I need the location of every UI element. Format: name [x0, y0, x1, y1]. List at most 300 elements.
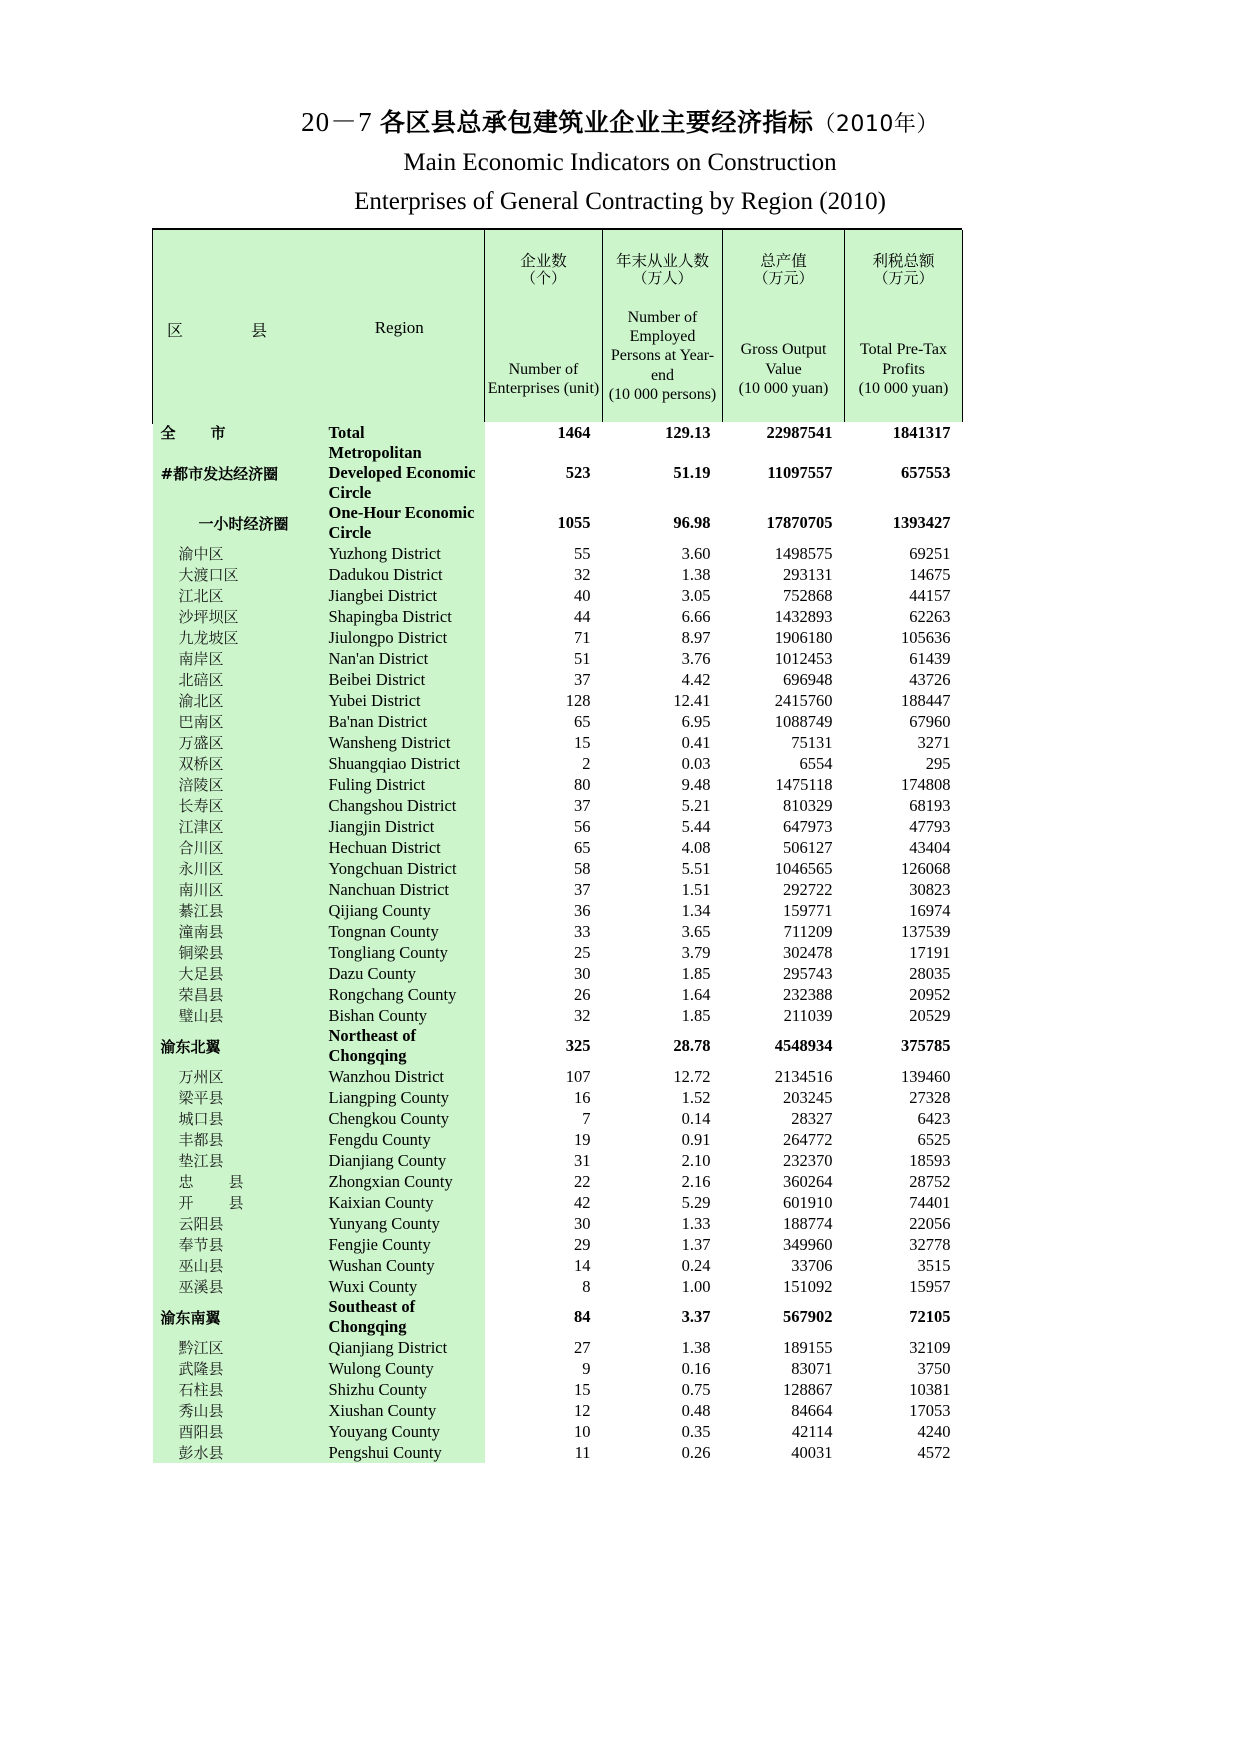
row-value-profits: 74401 — [845, 1192, 963, 1213]
header-profits-cn: 利税总额 （万元） — [872, 252, 935, 288]
row-label-en: Tongnan County — [315, 921, 485, 942]
row-label-cn: 彭水县 — [153, 1442, 315, 1463]
row-value-enterprises: 12 — [485, 1400, 603, 1421]
table-row — [153, 858, 963, 879]
table-row — [153, 1171, 963, 1192]
row-value-output: 264772 — [723, 1129, 845, 1150]
row-label-cn: 合川区 — [153, 837, 315, 858]
row-value-profits: 32109 — [845, 1337, 963, 1358]
table-row — [153, 1150, 963, 1171]
row-value-employed: 0.03 — [603, 753, 723, 774]
header-enterprises — [485, 230, 603, 422]
row-value-output: 1088749 — [723, 711, 845, 732]
row-value-profits: 6525 — [845, 1129, 963, 1150]
row-label-cn: 渝东北翼 — [153, 1026, 315, 1066]
row-label-en: Nan'an District — [315, 648, 485, 669]
row-label-en: Beibei District — [315, 669, 485, 690]
table-row — [153, 1379, 963, 1400]
table-row — [153, 942, 963, 963]
row-label-cn: 九龙坡区 — [153, 627, 315, 648]
row-value-output: 28327 — [723, 1108, 845, 1129]
row-label-en: Fuling District — [315, 774, 485, 795]
row-value-profits: 17053 — [845, 1400, 963, 1421]
row-label-cn: 一小时经济圈 — [153, 503, 315, 543]
row-value-employed: 1.33 — [603, 1213, 723, 1234]
row-value-output: 1906180 — [723, 627, 845, 648]
row-label-en: Qijiang County — [315, 900, 485, 921]
title-chinese — [0, 104, 1240, 140]
table-row — [153, 443, 963, 503]
row-value-enterprises: 523 — [485, 443, 603, 503]
row-value-output: 2415760 — [723, 690, 845, 711]
row-value-employed: 2.10 — [603, 1150, 723, 1171]
row-value-enterprises: 44 — [485, 606, 603, 627]
row-value-employed: 1.38 — [603, 564, 723, 585]
row-value-enterprises: 65 — [485, 711, 603, 732]
row-value-output: 151092 — [723, 1276, 845, 1297]
row-value-employed: 0.91 — [603, 1129, 723, 1150]
row-label-cn: 垫江县 — [153, 1150, 315, 1171]
table-row — [153, 1255, 963, 1276]
row-label-cn: 丰都县 — [153, 1129, 315, 1150]
row-value-output: 84664 — [723, 1400, 845, 1421]
row-value-profits: 68193 — [845, 795, 963, 816]
row-label-en: Jiangbei District — [315, 585, 485, 606]
row-value-enterprises: 30 — [485, 963, 603, 984]
row-value-employed: 96.98 — [603, 503, 723, 543]
row-value-enterprises: 25 — [485, 942, 603, 963]
row-value-output: 1012453 — [723, 648, 845, 669]
row-label-en: Yuzhong District — [315, 543, 485, 564]
row-value-profits: 27328 — [845, 1087, 963, 1108]
header-enterprises-en: Number of Enterprises (unit) — [487, 360, 600, 397]
table-header — [153, 230, 963, 422]
row-value-employed: 3.65 — [603, 921, 723, 942]
table-row — [153, 984, 963, 1005]
row-value-employed: 3.05 — [603, 585, 723, 606]
row-value-employed: 0.16 — [603, 1358, 723, 1379]
row-value-enterprises: 7 — [485, 1108, 603, 1129]
row-label-en: Qianjiang District — [315, 1337, 485, 1358]
row-label-en: Hechuan District — [315, 837, 485, 858]
row-value-output: 810329 — [723, 795, 845, 816]
row-label-en: Youyang County — [315, 1421, 485, 1442]
row-value-output: 302478 — [723, 942, 845, 963]
row-value-output: 360264 — [723, 1171, 845, 1192]
table-row — [153, 648, 963, 669]
row-label-en: Changshou District — [315, 795, 485, 816]
row-value-output: 567902 — [723, 1297, 845, 1337]
row-label-cn: 云阳县 — [153, 1213, 315, 1234]
row-label-en: Wuxi County — [315, 1276, 485, 1297]
table-body — [153, 422, 963, 1463]
row-value-enterprises: 27 — [485, 1337, 603, 1358]
row-label-cn: 渝中区 — [153, 543, 315, 564]
row-value-employed: 3.76 — [603, 648, 723, 669]
row-value-employed: 1.85 — [603, 1005, 723, 1026]
row-value-enterprises: 55 — [485, 543, 603, 564]
row-label-cn: 全 市 — [153, 422, 315, 443]
row-label-en: Chengkou County — [315, 1108, 485, 1129]
row-value-enterprises: 1055 — [485, 503, 603, 543]
row-label-cn: 巫溪县 — [153, 1276, 315, 1297]
row-value-employed: 1.37 — [603, 1234, 723, 1255]
row-label-cn: 奉节县 — [153, 1234, 315, 1255]
row-label-cn: 涪陵区 — [153, 774, 315, 795]
row-value-output: 211039 — [723, 1005, 845, 1026]
row-value-profits: 137539 — [845, 921, 963, 942]
row-value-output: 711209 — [723, 921, 845, 942]
row-value-enterprises: 26 — [485, 984, 603, 1005]
table-row — [153, 1297, 963, 1337]
table-row — [153, 669, 963, 690]
row-label-en: Yongchuan District — [315, 858, 485, 879]
row-value-enterprises: 16 — [485, 1087, 603, 1108]
row-value-enterprises: 107 — [485, 1066, 603, 1087]
row-value-employed: 3.79 — [603, 942, 723, 963]
row-value-enterprises: 51 — [485, 648, 603, 669]
row-value-employed: 3.60 — [603, 543, 723, 564]
row-value-output: 752868 — [723, 585, 845, 606]
row-value-employed: 0.35 — [603, 1421, 723, 1442]
table-row — [153, 732, 963, 753]
row-label-cn: 梁平县 — [153, 1087, 315, 1108]
row-value-employed: 0.26 — [603, 1442, 723, 1463]
row-label-cn: 城口县 — [153, 1108, 315, 1129]
row-label-en: One-Hour Economic Circle — [315, 503, 485, 543]
row-value-output: 506127 — [723, 837, 845, 858]
row-value-output: 6554 — [723, 753, 845, 774]
row-value-enterprises: 36 — [485, 900, 603, 921]
table-row — [153, 690, 963, 711]
header-region-cn — [153, 230, 315, 422]
title-block — [0, 104, 1240, 218]
row-value-output: 647973 — [723, 816, 845, 837]
row-value-profits: 20952 — [845, 984, 963, 1005]
row-label-cn: 忠 县 — [153, 1171, 315, 1192]
row-value-profits: 62263 — [845, 606, 963, 627]
table-number: 20－7 — [301, 107, 373, 137]
row-value-enterprises: 42 — [485, 1192, 603, 1213]
row-label-cn: 南川区 — [153, 879, 315, 900]
header-employed-cn: 年末从业人数 （万人） — [615, 252, 709, 288]
row-label-en: Xiushan County — [315, 1400, 485, 1421]
row-label-cn: 江北区 — [153, 585, 315, 606]
table-row — [153, 1129, 963, 1150]
row-label-en: Yunyang County — [315, 1213, 485, 1234]
row-value-employed: 1.38 — [603, 1337, 723, 1358]
row-value-output: 11097557 — [723, 443, 845, 503]
table-row — [153, 753, 963, 774]
row-label-cn: #都市发达经济圈 — [153, 443, 315, 503]
row-value-output: 696948 — [723, 669, 845, 690]
row-label-cn: 长寿区 — [153, 795, 315, 816]
row-value-enterprises: 56 — [485, 816, 603, 837]
row-label-en: Yubei District — [315, 690, 485, 711]
title-english-line2: Enterprises of General Contracting by Region (2010) — [354, 188, 886, 216]
table-row — [153, 921, 963, 942]
row-label-en: Ba'nan District — [315, 711, 485, 732]
row-value-employed: 4.42 — [603, 669, 723, 690]
table-row — [153, 1026, 963, 1066]
row-value-employed: 2.16 — [603, 1171, 723, 1192]
row-label-cn: 巫山县 — [153, 1255, 315, 1276]
row-label-en: Metropolitan Developed Economic Circle — [315, 443, 485, 503]
row-value-profits: 22056 — [845, 1213, 963, 1234]
header-employed — [603, 230, 723, 422]
row-value-profits: 30823 — [845, 879, 963, 900]
row-value-enterprises: 11 — [485, 1442, 603, 1463]
row-label-cn: 沙坪坝区 — [153, 606, 315, 627]
row-label-cn: 荣昌县 — [153, 984, 315, 1005]
row-label-cn: 江津区 — [153, 816, 315, 837]
row-value-enterprises: 33 — [485, 921, 603, 942]
row-value-enterprises: 10 — [485, 1421, 603, 1442]
row-value-profits: 28035 — [845, 963, 963, 984]
table-row — [153, 774, 963, 795]
row-value-employed: 8.97 — [603, 627, 723, 648]
row-value-enterprises: 8 — [485, 1276, 603, 1297]
row-value-employed: 5.29 — [603, 1192, 723, 1213]
row-value-profits: 1841317 — [845, 422, 963, 443]
row-value-profits: 3271 — [845, 732, 963, 753]
table-row — [153, 1108, 963, 1129]
row-label-en: Southeast of Chongqing — [315, 1297, 485, 1337]
row-value-output: 4548934 — [723, 1026, 845, 1066]
row-value-output: 292722 — [723, 879, 845, 900]
row-value-enterprises: 1464 — [485, 422, 603, 443]
row-label-en: Jiangjin District — [315, 816, 485, 837]
row-value-output: 203245 — [723, 1087, 845, 1108]
row-value-employed: 12.72 — [603, 1066, 723, 1087]
row-value-enterprises: 37 — [485, 879, 603, 900]
row-label-cn: 开 县 — [153, 1192, 315, 1213]
row-label-en: Nanchuan District — [315, 879, 485, 900]
row-label-cn: 双桥区 — [153, 753, 315, 774]
row-label-cn: 酉阳县 — [153, 1421, 315, 1442]
row-value-employed: 6.95 — [603, 711, 723, 732]
table-row — [153, 422, 963, 443]
header-profits-en: Total Pre-Tax Profits (10 000 yuan) — [858, 341, 949, 397]
row-value-profits: 28752 — [845, 1171, 963, 1192]
table-row — [153, 1213, 963, 1234]
table-row — [153, 816, 963, 837]
row-value-profits: 17191 — [845, 942, 963, 963]
row-value-enterprises: 15 — [485, 732, 603, 753]
row-value-output: 189155 — [723, 1337, 845, 1358]
row-value-output: 2134516 — [723, 1066, 845, 1087]
row-label-cn: 北碚区 — [153, 669, 315, 690]
row-value-employed: 12.41 — [603, 690, 723, 711]
row-value-output: 33706 — [723, 1255, 845, 1276]
row-label-cn: 大渡口区 — [153, 564, 315, 585]
row-value-profits: 44157 — [845, 585, 963, 606]
header-output — [723, 230, 845, 422]
row-value-output: 232388 — [723, 984, 845, 1005]
row-label-en: Northeast of Chongqing — [315, 1026, 485, 1066]
row-value-output: 159771 — [723, 900, 845, 921]
row-value-profits: 188447 — [845, 690, 963, 711]
row-value-profits: 43404 — [845, 837, 963, 858]
row-value-output: 40031 — [723, 1442, 845, 1463]
row-label-cn: 秀山县 — [153, 1400, 315, 1421]
row-value-employed: 0.24 — [603, 1255, 723, 1276]
row-value-output: 1046565 — [723, 858, 845, 879]
row-label-en: Rongchang County — [315, 984, 485, 1005]
title-chinese-year: （2010年） — [813, 112, 939, 137]
row-value-profits: 47793 — [845, 816, 963, 837]
row-label-en: Jiulongpo District — [315, 627, 485, 648]
row-label-en: Wulong County — [315, 1358, 485, 1379]
table-row — [153, 711, 963, 732]
row-value-enterprises: 9 — [485, 1358, 603, 1379]
row-value-enterprises: 31 — [485, 1150, 603, 1171]
row-value-profits: 16974 — [845, 900, 963, 921]
row-label-en: Zhongxian County — [315, 1171, 485, 1192]
row-label-en: Wanzhou District — [315, 1066, 485, 1087]
row-label-en: Fengjie County — [315, 1234, 485, 1255]
row-value-profits: 4572 — [845, 1442, 963, 1463]
row-label-en: Shuangqiao District — [315, 753, 485, 774]
row-value-employed: 0.75 — [603, 1379, 723, 1400]
table-row — [153, 1358, 963, 1379]
header-output-en: Gross Output Value (10 000 yuan) — [738, 341, 829, 397]
row-value-enterprises: 37 — [485, 669, 603, 690]
header-region-en-label: Region — [374, 318, 424, 337]
row-value-output: 295743 — [723, 963, 845, 984]
row-value-profits: 32778 — [845, 1234, 963, 1255]
row-value-output: 83071 — [723, 1358, 845, 1379]
row-value-enterprises: 128 — [485, 690, 603, 711]
row-value-enterprises: 30 — [485, 1213, 603, 1234]
row-value-employed: 5.51 — [603, 858, 723, 879]
row-label-en: Pengshui County — [315, 1442, 485, 1463]
row-value-enterprises: 32 — [485, 564, 603, 585]
table-row — [153, 1421, 963, 1442]
row-value-employed: 1.52 — [603, 1087, 723, 1108]
row-value-output: 75131 — [723, 732, 845, 753]
row-value-profits: 69251 — [845, 543, 963, 564]
row-value-enterprises: 84 — [485, 1297, 603, 1337]
row-label-en: Shapingba District — [315, 606, 485, 627]
row-label-en: Shizhu County — [315, 1379, 485, 1400]
header-profits — [845, 230, 963, 422]
row-label-en: Bishan County — [315, 1005, 485, 1026]
row-value-profits: 657553 — [845, 443, 963, 503]
row-value-enterprises: 80 — [485, 774, 603, 795]
row-label-en: Dazu County — [315, 963, 485, 984]
table-row — [153, 1005, 963, 1026]
row-label-cn: 黔江区 — [153, 1337, 315, 1358]
row-value-employed: 6.66 — [603, 606, 723, 627]
row-value-enterprises: 29 — [485, 1234, 603, 1255]
row-value-profits: 18593 — [845, 1150, 963, 1171]
row-label-en: Kaixian County — [315, 1192, 485, 1213]
row-value-output: 232370 — [723, 1150, 845, 1171]
row-label-cn: 石柱县 — [153, 1379, 315, 1400]
row-value-output: 601910 — [723, 1192, 845, 1213]
row-value-profits: 139460 — [845, 1066, 963, 1087]
row-value-employed: 0.41 — [603, 732, 723, 753]
table-row — [153, 627, 963, 648]
row-value-profits: 105636 — [845, 627, 963, 648]
table-row — [153, 1066, 963, 1087]
row-value-employed: 1.51 — [603, 879, 723, 900]
row-label-en: Wushan County — [315, 1255, 485, 1276]
row-value-employed: 5.21 — [603, 795, 723, 816]
table-row — [153, 1442, 963, 1463]
row-label-en: Dianjiang County — [315, 1150, 485, 1171]
header-employed-en: Number of Employed Persons at Year-end (10 000 persons) — [608, 309, 717, 403]
row-label-en: Fengdu County — [315, 1129, 485, 1150]
row-label-en: Liangping County — [315, 1087, 485, 1108]
row-value-output: 1498575 — [723, 543, 845, 564]
row-value-output: 1475118 — [723, 774, 845, 795]
row-value-employed: 1.85 — [603, 963, 723, 984]
row-value-employed: 28.78 — [603, 1026, 723, 1066]
row-label-en: Total — [315, 422, 485, 443]
row-value-enterprises: 22 — [485, 1171, 603, 1192]
row-value-profits: 72105 — [845, 1297, 963, 1337]
row-label-cn: 綦江县 — [153, 900, 315, 921]
row-value-employed: 129.13 — [603, 422, 723, 443]
table-row — [153, 585, 963, 606]
row-value-enterprises: 325 — [485, 1026, 603, 1066]
row-value-profits: 3515 — [845, 1255, 963, 1276]
header-region-en — [315, 230, 485, 422]
row-value-employed: 9.48 — [603, 774, 723, 795]
row-value-enterprises: 15 — [485, 1379, 603, 1400]
row-label-cn: 武隆县 — [153, 1358, 315, 1379]
row-value-profits: 14675 — [845, 564, 963, 585]
row-label-cn: 南岸区 — [153, 648, 315, 669]
row-value-enterprises: 40 — [485, 585, 603, 606]
row-value-profits: 67960 — [845, 711, 963, 732]
row-value-output: 17870705 — [723, 503, 845, 543]
row-value-enterprises: 14 — [485, 1255, 603, 1276]
table-row — [153, 1234, 963, 1255]
row-value-profits: 20529 — [845, 1005, 963, 1026]
row-value-profits: 43726 — [845, 669, 963, 690]
row-label-cn: 渝北区 — [153, 690, 315, 711]
table-row — [153, 1087, 963, 1108]
row-value-profits: 15957 — [845, 1276, 963, 1297]
row-value-employed: 1.34 — [603, 900, 723, 921]
table-row — [153, 564, 963, 585]
row-label-cn: 巴南区 — [153, 711, 315, 732]
row-value-output: 22987541 — [723, 422, 845, 443]
row-value-employed: 4.08 — [603, 837, 723, 858]
title-chinese-text: 各区县总承包建筑业企业主要经济指标 — [379, 108, 814, 137]
row-label-cn: 潼南县 — [153, 921, 315, 942]
row-value-profits: 4240 — [845, 1421, 963, 1442]
table-row — [153, 900, 963, 921]
table-row — [153, 503, 963, 543]
row-value-output: 349960 — [723, 1234, 845, 1255]
row-value-output: 293131 — [723, 564, 845, 585]
row-value-output: 188774 — [723, 1213, 845, 1234]
row-value-profits: 295 — [845, 753, 963, 774]
row-value-enterprises: 2 — [485, 753, 603, 774]
table-row — [153, 543, 963, 564]
row-value-employed: 51.19 — [603, 443, 723, 503]
table-row — [153, 1192, 963, 1213]
row-value-output: 42114 — [723, 1421, 845, 1442]
row-value-profits: 375785 — [845, 1026, 963, 1066]
row-value-output: 128867 — [723, 1379, 845, 1400]
row-value-profits: 6423 — [845, 1108, 963, 1129]
row-label-cn: 大足县 — [153, 963, 315, 984]
